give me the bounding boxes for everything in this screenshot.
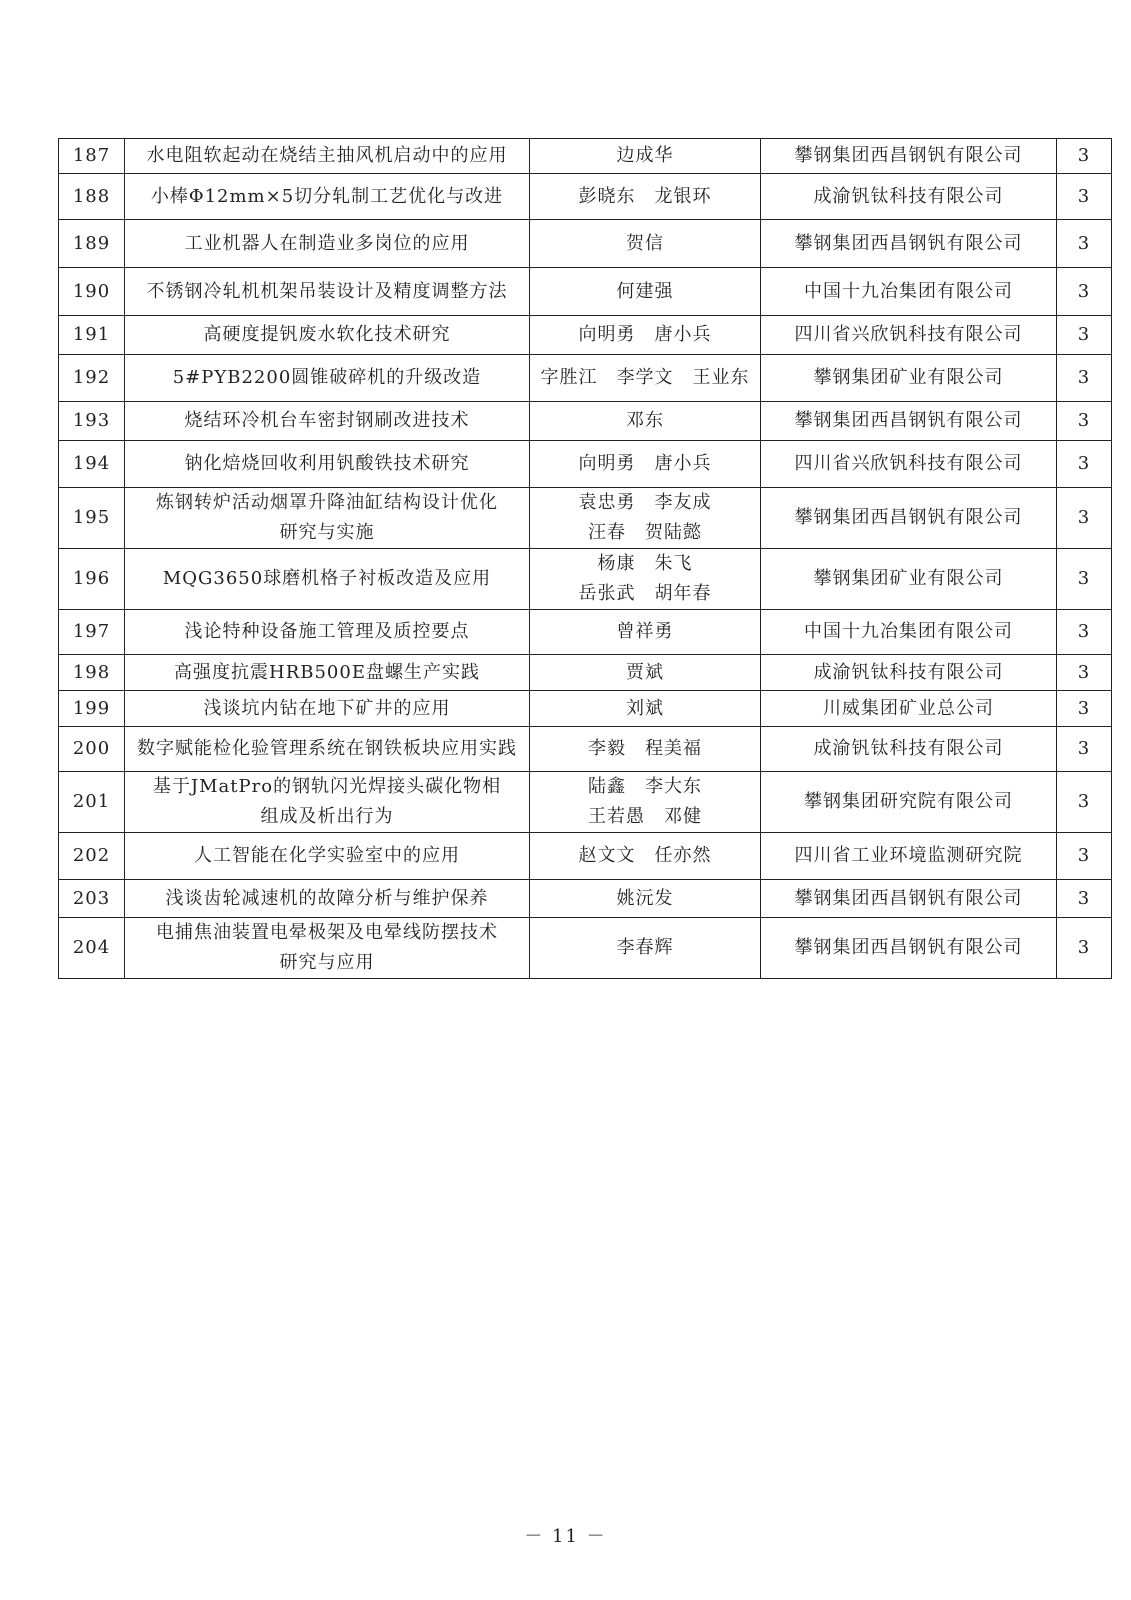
table-row [59, 549, 1112, 610]
paper-title-line: 水电阻软起动在烧结主抽风机启动中的应用 [146, 145, 508, 166]
score: 3 [1057, 402, 1112, 441]
organization: 攀钢集团西昌钢钒有限公司 [761, 880, 1057, 918]
organization: 中国十九冶集团有限公司 [761, 610, 1057, 655]
paper-title-line: 研究与应用 [279, 952, 375, 973]
paper-title [125, 355, 530, 402]
score: 3 [1057, 727, 1112, 772]
table-row [59, 772, 1112, 833]
paper-title [125, 880, 530, 918]
row-number: 195 [59, 488, 125, 549]
award-list-table [58, 138, 1112, 979]
table-row [59, 174, 1112, 220]
authors-line: 字胜江 李学文 王业东 [540, 367, 750, 388]
score: 3 [1057, 691, 1112, 727]
organization: 攀钢集团矿业有限公司 [761, 549, 1057, 610]
organization: 攀钢集团研究院有限公司 [761, 772, 1057, 833]
paper-title [125, 268, 530, 316]
table-row [59, 488, 1112, 549]
paper-title-line: 数字赋能检化验管理系统在钢铁板块应用实践 [137, 738, 517, 759]
authors [530, 727, 761, 772]
authors-line: 汪春 贺陆懿 [588, 522, 702, 543]
row-number: 203 [59, 880, 125, 918]
organization: 成渝钒钛科技有限公司 [761, 727, 1057, 772]
paper-title [125, 316, 530, 355]
paper-title [125, 727, 530, 772]
authors-line: 岳张武 胡年春 [578, 583, 712, 604]
score: 3 [1057, 174, 1112, 220]
authors [530, 220, 761, 268]
paper-title-line: 5#PYB2200圆锥破碎机的升级改造 [172, 367, 482, 388]
organization: 成渝钒钛科技有限公司 [761, 174, 1057, 220]
paper-title-line: 基于JMatPro的钢轨闪光焊接头碳化物相 [152, 776, 502, 797]
authors [530, 402, 761, 441]
paper-title [125, 772, 530, 833]
paper-title-line: 浅谈齿轮减速机的故障分析与维护保养 [165, 887, 489, 909]
paper-title [125, 833, 530, 880]
paper-title [125, 655, 530, 691]
score: 3 [1057, 655, 1112, 691]
paper-title [125, 610, 530, 655]
table-body [59, 139, 1112, 979]
organization: 攀钢集团西昌钢钒有限公司 [761, 918, 1057, 979]
row-number: 193 [59, 402, 125, 441]
paper-title-line: 高强度抗震HRB500E盘螺生产实践 [174, 661, 480, 683]
score: 3 [1057, 355, 1112, 402]
authors-line: 向明勇 唐小兵 [578, 324, 712, 345]
row-number: 202 [59, 833, 125, 880]
organization: 四川省兴欣钒科技有限公司 [761, 441, 1057, 488]
authors-line: 赵文文 任亦然 [578, 845, 712, 866]
authors-line: 杨康 朱飞 [597, 553, 693, 574]
paper-title-line: 烧结环冷机台车密封钢刷改进技术 [184, 410, 470, 431]
table-row [59, 402, 1112, 441]
authors [530, 880, 761, 918]
organization: 攀钢集团西昌钢钒有限公司 [761, 139, 1057, 174]
row-number: 188 [59, 174, 125, 220]
row-number: 204 [59, 918, 125, 979]
authors [530, 691, 761, 727]
paper-title [125, 918, 530, 979]
paper-title-line: 炼钢转炉活动烟罩升降油缸结构设计优化 [156, 492, 498, 513]
row-number: 196 [59, 549, 125, 610]
table-row [59, 918, 1112, 979]
row-number: 197 [59, 610, 125, 655]
paper-title-line: 不锈钢冷轧机机架吊装设计及精度调整方法 [146, 280, 508, 302]
row-number: 194 [59, 441, 125, 488]
authors-line: 刘斌 [626, 697, 664, 719]
authors [530, 549, 761, 610]
authors-line: 王若愚 邓健 [588, 806, 702, 827]
score: 3 [1057, 220, 1112, 268]
organization: 四川省工业环境监测研究院 [761, 833, 1057, 880]
authors-line: 贺信 [626, 232, 664, 254]
paper-title-line: 钠化焙烧回收利用钒酸铁技术研究 [184, 453, 470, 474]
paper-title [125, 691, 530, 727]
paper-title-line: 浅谈坑内钻在地下矿井的应用 [203, 697, 451, 719]
paper-title-line: 组成及析出行为 [260, 806, 394, 827]
table-row [59, 610, 1112, 655]
row-number: 199 [59, 691, 125, 727]
score: 3 [1057, 549, 1112, 610]
organization: 四川省兴欣钒科技有限公司 [761, 316, 1057, 355]
table-row [59, 880, 1112, 918]
authors-line: 彭晓东 龙银环 [578, 185, 712, 207]
authors [530, 655, 761, 691]
paper-title-line: 电捕焦油装置电晕极架及电晕线防摆技术 [156, 922, 498, 943]
authors-line: 姚沅发 [616, 887, 674, 909]
row-number: 190 [59, 268, 125, 316]
paper-title [125, 549, 530, 610]
row-number: 200 [59, 727, 125, 772]
table-row [59, 316, 1112, 355]
authors-line: 向明勇 唐小兵 [578, 453, 712, 474]
row-number: 192 [59, 355, 125, 402]
paper-title [125, 402, 530, 441]
score: 3 [1057, 441, 1112, 488]
score: 3 [1057, 488, 1112, 549]
paper-title-line: 小棒Φ12mm×5切分轧制工艺优化与改进 [150, 185, 504, 207]
authors [530, 918, 761, 979]
organization: 攀钢集团矿业有限公司 [761, 355, 1057, 402]
authors [530, 355, 761, 402]
authors-line: 贾斌 [626, 661, 664, 683]
authors [530, 139, 761, 174]
table-row [59, 268, 1112, 316]
authors [530, 488, 761, 549]
authors-line: 边成华 [616, 145, 674, 166]
score: 3 [1057, 610, 1112, 655]
paper-title [125, 488, 530, 549]
table-row [59, 139, 1112, 174]
authors-line: 邓东 [626, 410, 664, 431]
row-number: 189 [59, 220, 125, 268]
authors [530, 268, 761, 316]
paper-title-line: 高硬度提钒废水软化技术研究 [203, 324, 451, 345]
score: 3 [1057, 918, 1112, 979]
score: 3 [1057, 268, 1112, 316]
paper-title [125, 220, 530, 268]
authors-line: 李毅 程美福 [588, 738, 702, 759]
row-number: 187 [59, 139, 125, 174]
paper-title [125, 174, 530, 220]
table-row [59, 220, 1112, 268]
organization: 攀钢集团西昌钢钒有限公司 [761, 220, 1057, 268]
score: 3 [1057, 316, 1112, 355]
row-number: 198 [59, 655, 125, 691]
authors-line: 何建强 [616, 280, 674, 302]
table-row [59, 833, 1112, 880]
table-row [59, 727, 1112, 772]
paper-title-line: 人工智能在化学实验室中的应用 [194, 845, 460, 866]
page-number: － 11 － [524, 1526, 607, 1547]
score: 3 [1057, 833, 1112, 880]
organization: 川威集团矿业总公司 [761, 691, 1057, 727]
paper-title-line: 浅论特种设备施工管理及质控要点 [184, 621, 470, 642]
authors [530, 174, 761, 220]
table-row [59, 691, 1112, 727]
table-row [59, 441, 1112, 488]
score: 3 [1057, 772, 1112, 833]
authors [530, 441, 761, 488]
paper-title [125, 441, 530, 488]
authors [530, 833, 761, 880]
authors-line: 陆鑫 李大东 [588, 776, 702, 797]
row-number: 191 [59, 316, 125, 355]
authors-line: 李春辉 [616, 937, 674, 958]
authors [530, 610, 761, 655]
score: 3 [1057, 139, 1112, 174]
table-row [59, 655, 1112, 691]
paper-title-line: 研究与实施 [279, 522, 375, 543]
score: 3 [1057, 880, 1112, 918]
organization: 中国十九冶集团有限公司 [761, 268, 1057, 316]
authors-line: 袁忠勇 李友成 [578, 492, 712, 513]
paper-title [125, 139, 530, 174]
paper-title-line: 工业机器人在制造业多岗位的应用 [184, 232, 470, 254]
authors [530, 316, 761, 355]
organization: 成渝钒钛科技有限公司 [761, 655, 1057, 691]
table-row [59, 355, 1112, 402]
organization: 攀钢集团西昌钢钒有限公司 [761, 488, 1057, 549]
authors-line: 曾祥勇 [616, 621, 674, 642]
row-number: 201 [59, 772, 125, 833]
organization: 攀钢集团西昌钢钒有限公司 [761, 402, 1057, 441]
authors [530, 772, 761, 833]
paper-title-line: MQG3650球磨机格子衬板改造及应用 [162, 568, 492, 589]
